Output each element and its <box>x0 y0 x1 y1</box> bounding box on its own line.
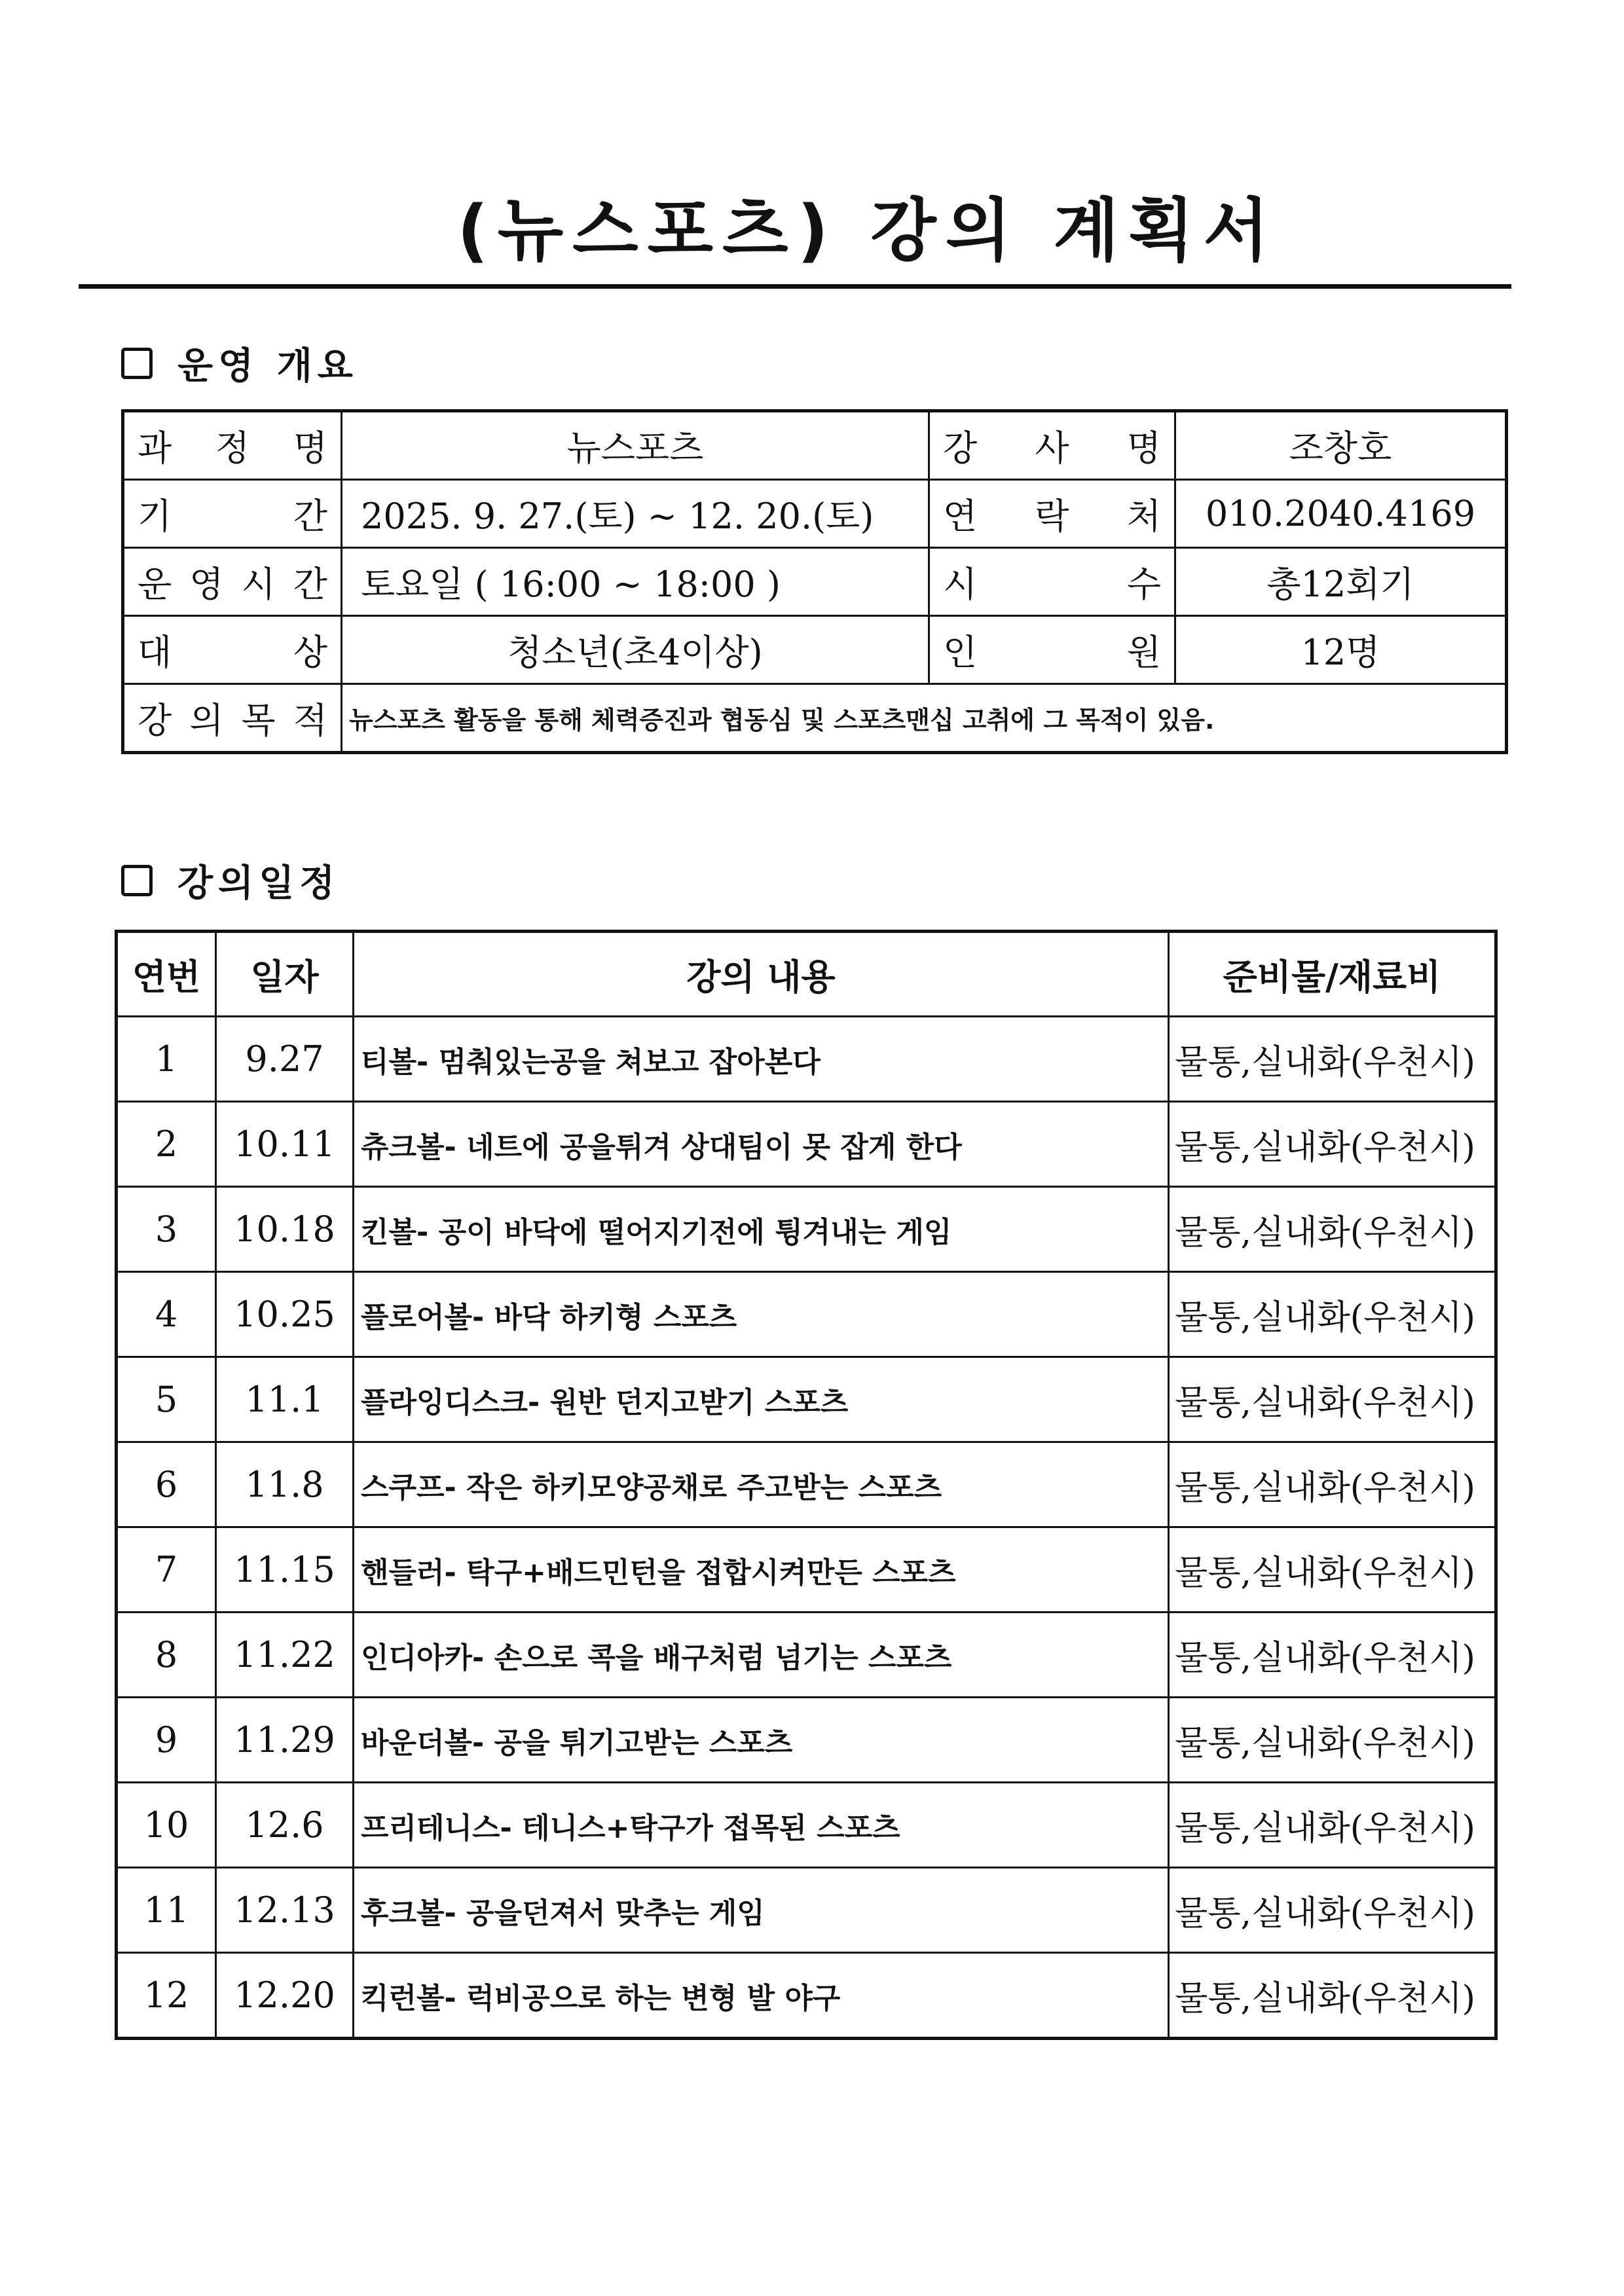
overview-row <box>123 411 1507 480</box>
row-content: 츄크볼- 네트에 공을튀겨 상대팀이 못 잡게 한다 <box>354 1102 1169 1187</box>
overview-row <box>123 480 1507 548</box>
table-row <box>117 1783 1496 1868</box>
table-row <box>117 1527 1496 1613</box>
row-materials: 물통,실내화(우천시) <box>1169 1783 1496 1868</box>
label-char: 과 <box>138 428 172 469</box>
schedule-header-row <box>117 932 1496 1017</box>
spaced-label <box>124 693 341 743</box>
table-row <box>117 1613 1496 1698</box>
row-date: 9.27 <box>216 1017 354 1102</box>
overview-value: 조창호 <box>1175 411 1507 480</box>
document-title: (뉴스포츠) 강의 계획서 <box>457 191 1278 270</box>
spaced-label <box>930 488 1174 539</box>
row-number: 3 <box>117 1187 216 1272</box>
label-char: 목 <box>241 700 276 741</box>
row-number: 5 <box>117 1357 216 1442</box>
label-char: 연 <box>943 496 978 537</box>
overview-label <box>123 411 342 480</box>
overview-table <box>121 409 1508 754</box>
row-materials: 물통,실내화(우천시) <box>1169 1613 1496 1698</box>
label-char: 운 <box>138 564 172 605</box>
row-date: 11.29 <box>216 1698 354 1783</box>
label-char: 시 <box>943 564 978 605</box>
label-char: 시 <box>241 564 276 605</box>
overview-label <box>123 548 342 616</box>
row-number: 4 <box>117 1272 216 1357</box>
row-materials: 물통,실내화(우천시) <box>1169 1357 1496 1442</box>
label-char: 명 <box>293 428 327 469</box>
row-number: 8 <box>117 1613 216 1698</box>
overview-value: 뉴스포츠 <box>342 411 929 480</box>
overview-section-heading <box>121 340 358 386</box>
row-content: 핸들러- 탁구+배드민턴을 접합시켜만든 스포츠 <box>354 1527 1169 1613</box>
spaced-label <box>124 625 341 675</box>
label-char: 상 <box>293 632 327 673</box>
column-header-content: 강의 내용 <box>354 932 1169 1017</box>
row-content: 스쿠프- 작은 하키모양공채로 주고받는 스포츠 <box>354 1442 1169 1527</box>
row-content: 인디아카- 손으로 콕을 배구처럼 넘기는 스포츠 <box>354 1613 1169 1698</box>
row-date: 11.1 <box>216 1357 354 1442</box>
purpose-label <box>123 684 342 753</box>
spaced-label <box>930 420 1174 471</box>
label-char: 수 <box>1126 564 1161 605</box>
row-date: 12.6 <box>216 1783 354 1868</box>
row-content: 킨볼- 공이 바닥에 떨어지기전에 튕겨내는 게임 <box>354 1187 1169 1272</box>
row-content: 프리테니스- 테니스+탁구가 접목된 스포츠 <box>354 1783 1169 1868</box>
spaced-label <box>930 556 1174 607</box>
row-content: 플로어볼- 바닥 하키형 스포츠 <box>354 1272 1169 1357</box>
row-date: 10.11 <box>216 1102 354 1187</box>
label-char: 락 <box>1035 496 1069 537</box>
label-char: 대 <box>138 632 172 673</box>
overview-label <box>929 548 1175 616</box>
overview-row <box>123 616 1507 684</box>
overview-heading-text: 운영 개요 <box>177 345 358 388</box>
label-char: 간 <box>293 564 327 605</box>
label-char: 간 <box>293 496 327 537</box>
row-materials: 물통,실내화(우천시) <box>1169 1527 1496 1613</box>
table-row <box>117 1272 1496 1357</box>
row-date: 10.18 <box>216 1187 354 1272</box>
row-content: 바운더볼- 공을 튀기고받는 스포츠 <box>354 1698 1169 1783</box>
row-content: 킥런볼- 럭비공으로 하는 변형 발 야구 <box>354 1953 1169 2039</box>
table-row <box>117 1102 1496 1187</box>
row-number: 10 <box>117 1783 216 1868</box>
overview-value: 2025. 9. 27.(토) ~ 12. 20.(토) <box>342 480 929 548</box>
table-row <box>117 1357 1496 1442</box>
label-char: 적 <box>293 700 327 741</box>
row-date: 11.8 <box>216 1442 354 1527</box>
label-char: 인 <box>943 632 978 673</box>
schedule-table <box>115 930 1498 2040</box>
overview-label <box>929 616 1175 684</box>
table-row <box>117 1698 1496 1783</box>
table-row <box>117 1868 1496 1953</box>
label-char: 처 <box>1126 496 1161 537</box>
row-materials: 물통,실내화(우천시) <box>1169 1187 1496 1272</box>
overview-value: 청소년(초4이상) <box>342 616 929 684</box>
label-char: 의 <box>189 700 224 741</box>
label-char: 강 <box>138 700 172 741</box>
row-number: 7 <box>117 1527 216 1613</box>
row-date: 12.13 <box>216 1868 354 1953</box>
table-row <box>117 1442 1496 1527</box>
table-row <box>117 1187 1496 1272</box>
spaced-label <box>124 488 341 539</box>
row-date: 11.22 <box>216 1613 354 1698</box>
row-number: 12 <box>117 1953 216 2039</box>
schedule-section-heading <box>121 858 340 903</box>
checkbox-icon <box>121 865 153 896</box>
row-content: 티볼- 멈춰있는공을 쳐보고 잡아본다 <box>354 1017 1169 1102</box>
label-char: 정 <box>215 428 250 469</box>
spaced-label <box>124 556 341 607</box>
label-char: 명 <box>1126 428 1161 469</box>
row-number: 11 <box>117 1868 216 1953</box>
row-materials: 물통,실내화(우천시) <box>1169 1698 1496 1783</box>
row-materials: 물통,실내화(우천시) <box>1169 1102 1496 1187</box>
spaced-label <box>930 625 1174 675</box>
row-number: 1 <box>117 1017 216 1102</box>
checkbox-icon <box>121 348 153 379</box>
overview-value: 12명 <box>1175 616 1507 684</box>
row-content: 플라잉디스크- 원반 던지고받기 스포츠 <box>354 1357 1169 1442</box>
row-materials: 물통,실내화(우천시) <box>1169 1442 1496 1527</box>
row-content: 후크볼- 공을던져서 맞추는 게임 <box>354 1868 1169 1953</box>
row-number: 9 <box>117 1698 216 1783</box>
schedule-heading-text: 강의일정 <box>177 862 341 905</box>
row-materials: 물통,실내화(우천시) <box>1169 1953 1496 2039</box>
overview-label <box>929 480 1175 548</box>
column-header-materials: 준비물/재료비 <box>1169 932 1496 1017</box>
table-row <box>117 1017 1496 1102</box>
overview-purpose-row <box>123 684 1507 753</box>
row-materials: 물통,실내화(우천시) <box>1169 1017 1496 1102</box>
row-date: 10.25 <box>216 1272 354 1357</box>
row-date: 12.20 <box>216 1953 354 2039</box>
spaced-label <box>124 420 341 471</box>
overview-label <box>929 411 1175 480</box>
table-row <box>117 1953 1496 2039</box>
overview-label <box>123 616 342 684</box>
row-materials: 물통,실내화(우천시) <box>1169 1868 1496 1953</box>
overview-value: 토요일 ( 16:00 ~ 18:00 ) <box>342 548 929 616</box>
purpose-text: 뉴스포츠 활동을 통해 체력증진과 협동심 및 스포츠맨십 고취에 그 목적이 있음. <box>342 684 1507 753</box>
overview-value: 010.2040.4169 <box>1175 480 1507 548</box>
title-underline <box>79 284 1511 289</box>
row-number: 2 <box>117 1102 216 1187</box>
label-char: 원 <box>1126 632 1161 673</box>
overview-value: 총12회기 <box>1175 548 1507 616</box>
overview-label <box>123 480 342 548</box>
label-char: 영 <box>189 564 224 605</box>
label-char: 사 <box>1035 428 1069 469</box>
column-header-date: 일자 <box>216 932 354 1017</box>
row-date: 11.15 <box>216 1527 354 1613</box>
row-materials: 물통,실내화(우천시) <box>1169 1272 1496 1357</box>
row-number: 6 <box>117 1442 216 1527</box>
label-char: 기 <box>138 496 172 537</box>
overview-row <box>123 548 1507 616</box>
column-header-no: 연번 <box>117 932 216 1017</box>
label-char: 강 <box>943 428 978 469</box>
